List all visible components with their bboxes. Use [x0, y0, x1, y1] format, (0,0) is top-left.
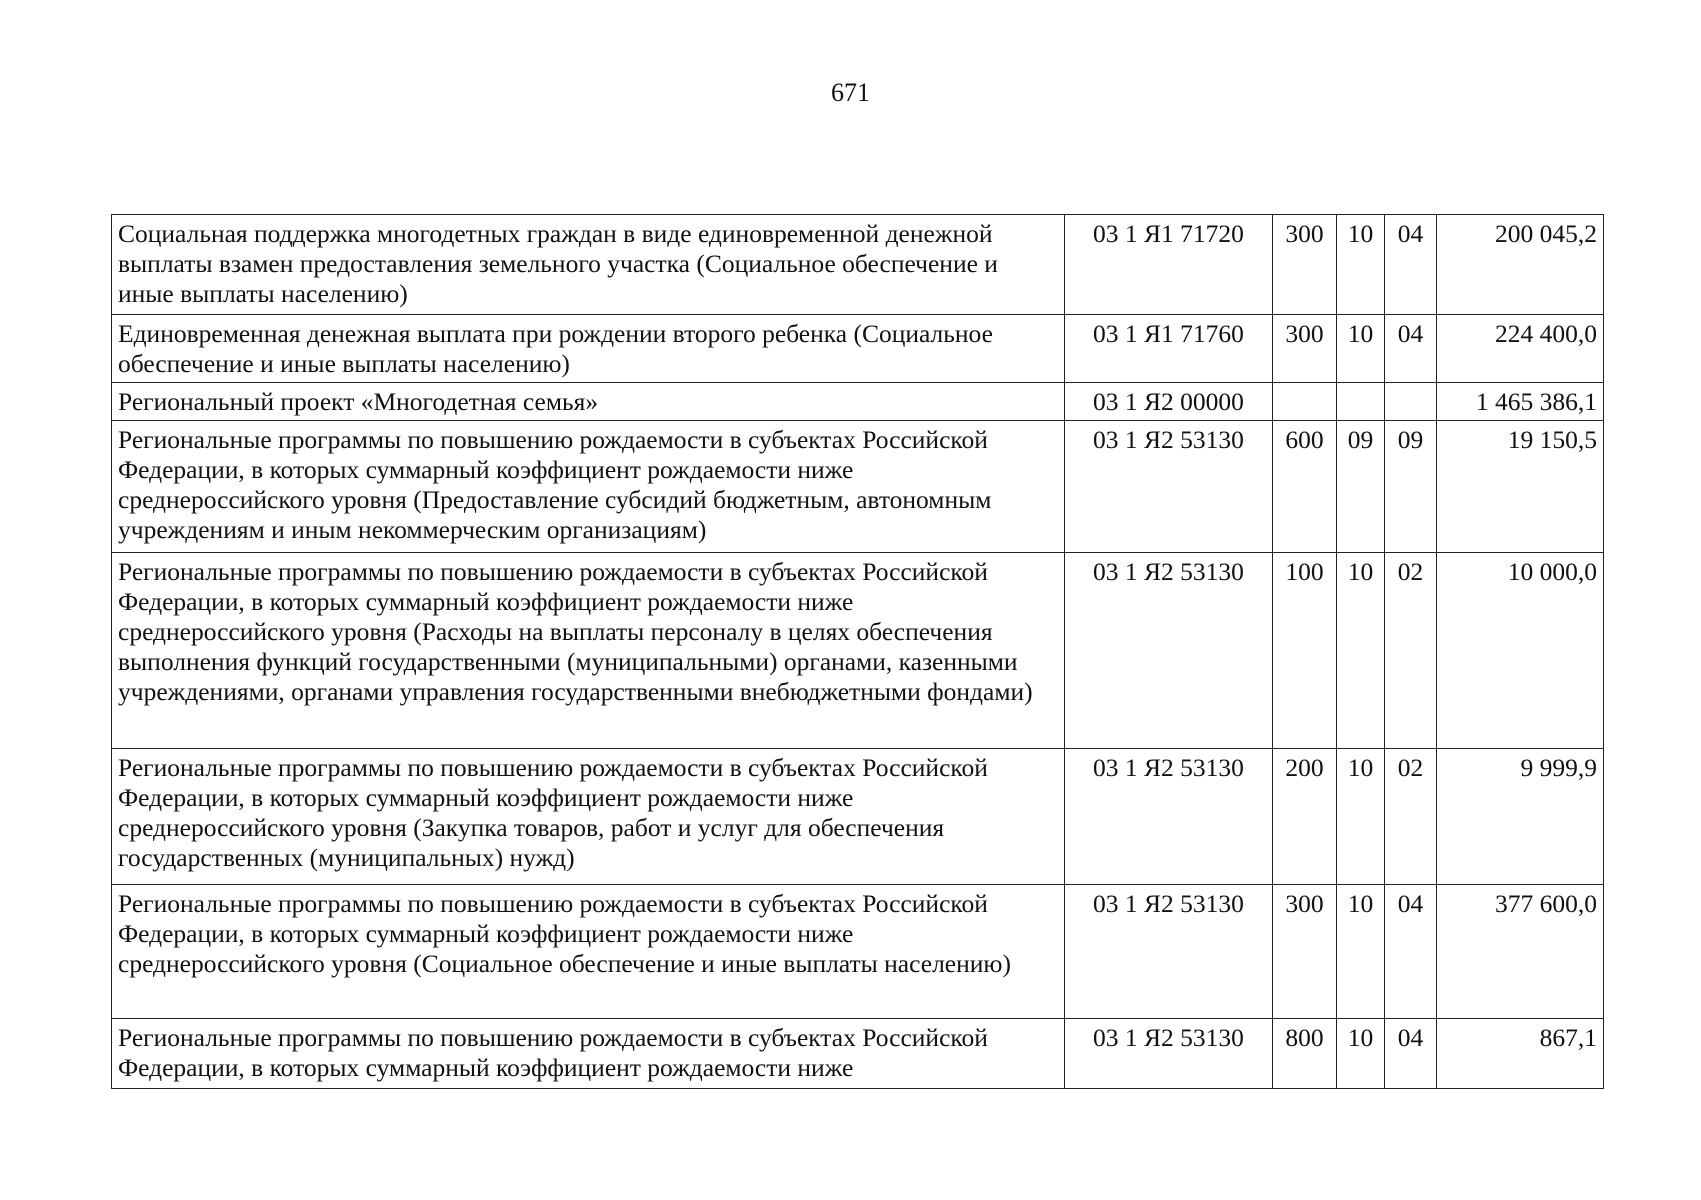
row-section: 10 — [1337, 553, 1385, 749]
row-target-code: 03 1 Я2 53130 — [1065, 553, 1273, 749]
table-row — [112, 383, 1604, 421]
row-subsection: 04 — [1385, 215, 1437, 315]
row-subsection: 04 — [1385, 885, 1437, 1019]
row-amount: 200 045,2 — [1437, 215, 1604, 315]
row-amount: 9 999,9 — [1437, 749, 1604, 885]
row-subsection: 04 — [1385, 1019, 1437, 1089]
table-row — [112, 749, 1604, 885]
row-subsection: 04 — [1385, 315, 1437, 383]
row-expense-type: 300 — [1273, 885, 1337, 1019]
table-row — [112, 215, 1604, 315]
row-section — [1337, 383, 1385, 421]
budget-table — [111, 214, 1604, 1089]
row-section: 10 — [1337, 749, 1385, 885]
row-expense-type: 800 — [1273, 1019, 1337, 1089]
row-section: 10 — [1337, 215, 1385, 315]
row-description: Социальная поддержка многодетных граждан в виде единовременной денежной выплаты взамен предоставления земельного участка (Социальное обеспечение и иные выплаты населению) — [112, 215, 1065, 315]
row-section: 10 — [1337, 885, 1385, 1019]
row-description: Региональные программы по повышению рождаемости в субъектах Российской Федерации, в которых суммарный коэффициент рождаемости ниже среднероссийского уровня (Предоставление субсидий бюджетным, автономным учреждениям и иным некоммерческим организациям) — [112, 421, 1065, 553]
table-row — [112, 1019, 1604, 1089]
row-subsection: 09 — [1385, 421, 1437, 553]
table-row — [112, 553, 1604, 749]
row-description: Региональные программы по повышению рождаемости в субъектах Российской Федерации, в которых суммарный коэффициент рождаемости ниже среднероссийского уровня (Расходы на выплаты персоналу в целях обеспечения выполнения функций государственными (муниципальными) органами, казенными учреждениями, органами управления государственными внебюджетными фондами) — [112, 553, 1065, 749]
row-expense-type: 300 — [1273, 215, 1337, 315]
row-target-code: 03 1 Я1 71720 — [1065, 215, 1273, 315]
table-row — [112, 885, 1604, 1019]
table-row — [112, 315, 1604, 383]
row-expense-type — [1273, 383, 1337, 421]
row-expense-type: 100 — [1273, 553, 1337, 749]
row-target-code: 03 1 Я2 53130 — [1065, 421, 1273, 553]
row-section: 10 — [1337, 315, 1385, 383]
row-subsection: 02 — [1385, 553, 1437, 749]
row-amount: 19 150,5 — [1437, 421, 1604, 553]
row-target-code: 03 1 Я2 53130 — [1065, 749, 1273, 885]
row-description: Региональные программы по повышению рождаемости в субъектах Российской Федерации, в которых суммарный коэффициент рождаемости ниже среднероссийского уровня (Социальное обеспечение и иные выплаты населению) — [112, 885, 1065, 1019]
row-expense-type: 200 — [1273, 749, 1337, 885]
row-subsection — [1385, 383, 1437, 421]
row-expense-type: 300 — [1273, 315, 1337, 383]
table-row — [112, 421, 1604, 553]
row-amount: 10 000,0 — [1437, 553, 1604, 749]
row-target-code: 03 1 Я2 53130 — [1065, 1019, 1273, 1089]
row-description: Региональные программы по повышению рождаемости в субъектах Российской Федерации, в которых суммарный коэффициент рождаемости ниже среднероссийского уровня (Закупка товаров, работ и услуг для обеспечения государственных (муниципальных) нужд) — [112, 749, 1065, 885]
row-amount: 224 400,0 — [1437, 315, 1604, 383]
row-subsection: 02 — [1385, 749, 1437, 885]
row-amount: 1 465 386,1 — [1437, 383, 1604, 421]
row-target-code: 03 1 Я2 53130 — [1065, 885, 1273, 1019]
row-expense-type: 600 — [1273, 421, 1337, 553]
row-description: Региональный проект «Многодетная семья» — [112, 383, 1065, 421]
page-number: 671 — [831, 78, 870, 107]
row-section: 09 — [1337, 421, 1385, 553]
row-amount: 867,1 — [1437, 1019, 1604, 1089]
row-description: Единовременная денежная выплата при рождении второго ребенка (Социальное обеспечение и иные выплаты населению) — [112, 315, 1065, 383]
row-target-code: 03 1 Я1 71760 — [1065, 315, 1273, 383]
row-section: 10 — [1337, 1019, 1385, 1089]
row-amount: 377 600,0 — [1437, 885, 1604, 1019]
row-target-code: 03 1 Я2 00000 — [1065, 383, 1273, 421]
row-description: Региональные программы по повышению рождаемости в субъектах Российской Федерации, в которых суммарный коэффициент рождаемости ниже — [112, 1019, 1065, 1089]
